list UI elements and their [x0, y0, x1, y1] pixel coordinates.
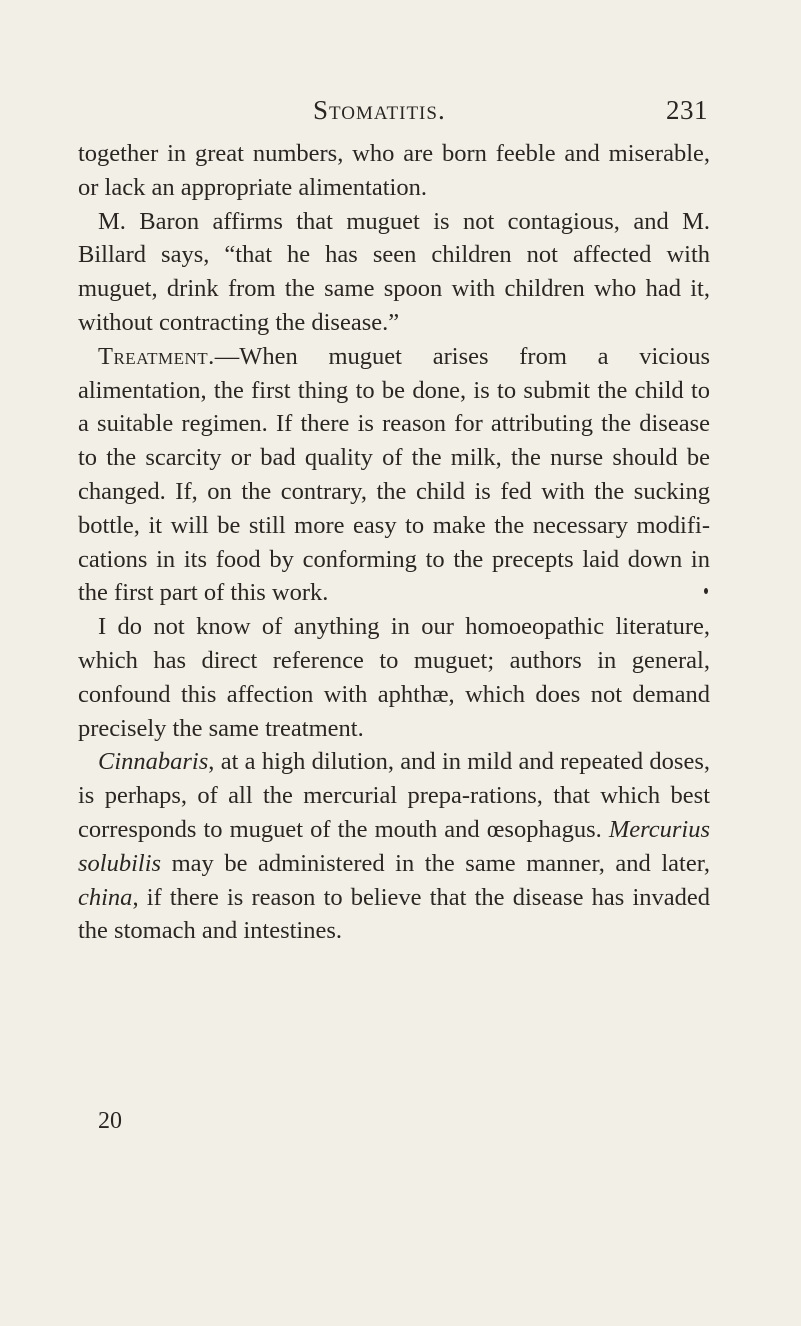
remedy-china: china: [78, 883, 133, 911]
paragraph-5: [78, 745, 710, 948]
ink-speck: [704, 588, 708, 594]
running-header: [78, 95, 708, 135]
paragraph-5-text-1: , at a high dilution, and in mild and repeated doses, is perhaps, of all the mercurial prepa-rations, that which best corresponds to muguet of the mouth and œsophagus.: [78, 748, 710, 843]
treatment-heading: Treatment.: [98, 342, 215, 370]
paragraph-5-text-2: may be administered in the same manner, and later,: [161, 849, 710, 877]
remedy-cinnabaris: Cinnabaris: [98, 748, 209, 776]
running-title: Stomatitis.: [313, 95, 446, 125]
page-number: 231: [666, 95, 708, 125]
paragraph-2: M. Baron affirms that muguet is not contagious, and M. Billard says, “that he has seen children not affected with muguet, drink from the same spoon with children who had it, without contracting the disease.”: [78, 207, 710, 336]
body-text: [78, 137, 710, 948]
treatment-text: —When muguet arises from a vicious alimentation, the first thing to be done, is to submit the child to a suitable regimen. If there is reason for attributing the disease to the scarcity or bad quality of the milk, the nurse should be changed. If, on the contrary, the child is fed with the sucking bottle, it will be still more easy to make the necessary modifi-cations in its food by conforming to the precepts laid down in the first part of this work.: [78, 342, 710, 607]
paragraph-5-text-3: , if there is reason to believe that the disease has invaded the stomach and intestines.: [78, 883, 710, 945]
paragraph-3: [78, 340, 710, 610]
remedy-mercurius: Mercurius solubilis: [78, 815, 710, 877]
paragraph-4: I do not know of anything in our homoeopathic literature, which has direct reference to muguet; authors in general, confound this affection with aphthæ, which does not demand precisely the same treatment.: [78, 613, 710, 742]
signature-mark: 20: [98, 1108, 122, 1134]
paragraph-1: together in great numbers, who are born feeble and miserable, or lack an appropriate alimentation.: [78, 140, 710, 201]
